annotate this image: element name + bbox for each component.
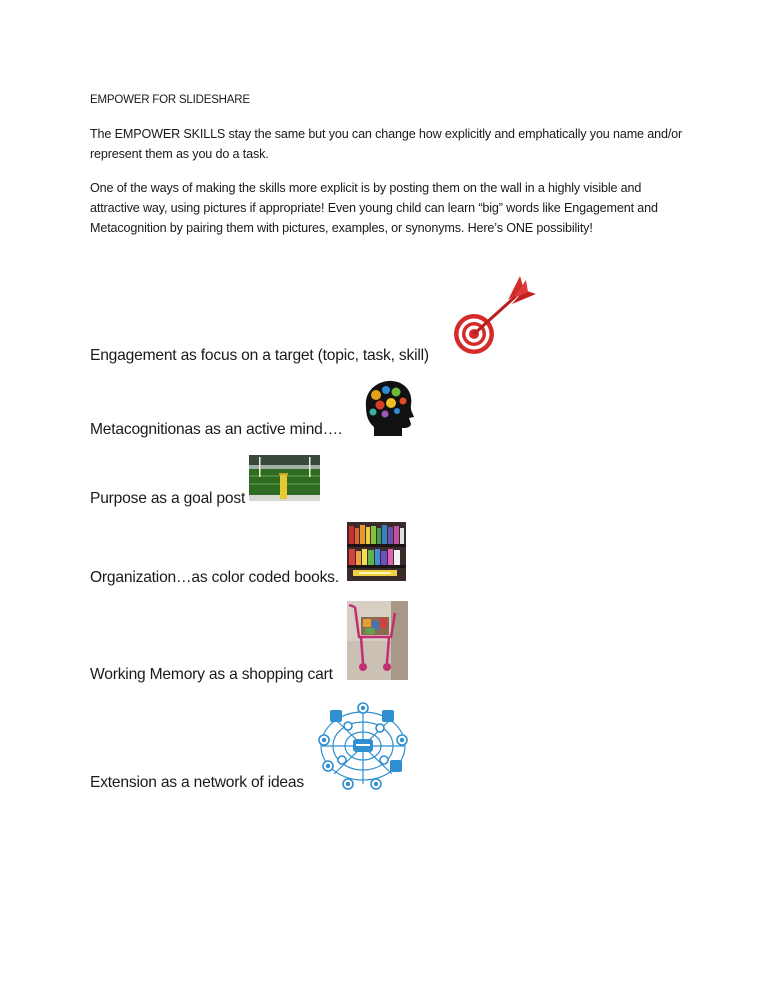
skill-extension-label: Extension as a network of ideas [90, 774, 304, 791]
skill-working-memory-label: Working Memory as a shopping cart [90, 666, 333, 683]
dart-target-icon [450, 274, 540, 358]
shopping-cart-photo [347, 601, 408, 680]
skill-engagement-label: Engagement as focus on a target (topic, task, skill) [90, 347, 429, 364]
network-of-ideas-icon [316, 700, 410, 792]
intro-paragraph: The EMPOWER SKILLS stay the same but you can change how explicitly and emphatically you name and/or represent them as you do a task. [90, 127, 683, 161]
color-coded-books-photo [347, 522, 406, 581]
skill-metacognition-label: Metacognitionas as an active mind…. [90, 421, 343, 438]
brain-gears-head-icon [360, 379, 414, 437]
goal-post-photo [249, 455, 320, 501]
document-title: EMPOWER FOR SLIDESHARE [90, 94, 250, 106]
explanation-paragraph: One of the ways of making the skills more explicit is by posting them on the wall in a highly visible and attractive way, using pictures if appropriate! Even young child can learn “big” words like Engagement and Metacognition by pairing them with pictures, examples, or synonyms. Here’s ONE possibility! [90, 181, 658, 235]
skill-purpose-label: Purpose as a goal post [90, 490, 246, 507]
skill-organization-label: Organization…as color coded books. [90, 569, 339, 586]
